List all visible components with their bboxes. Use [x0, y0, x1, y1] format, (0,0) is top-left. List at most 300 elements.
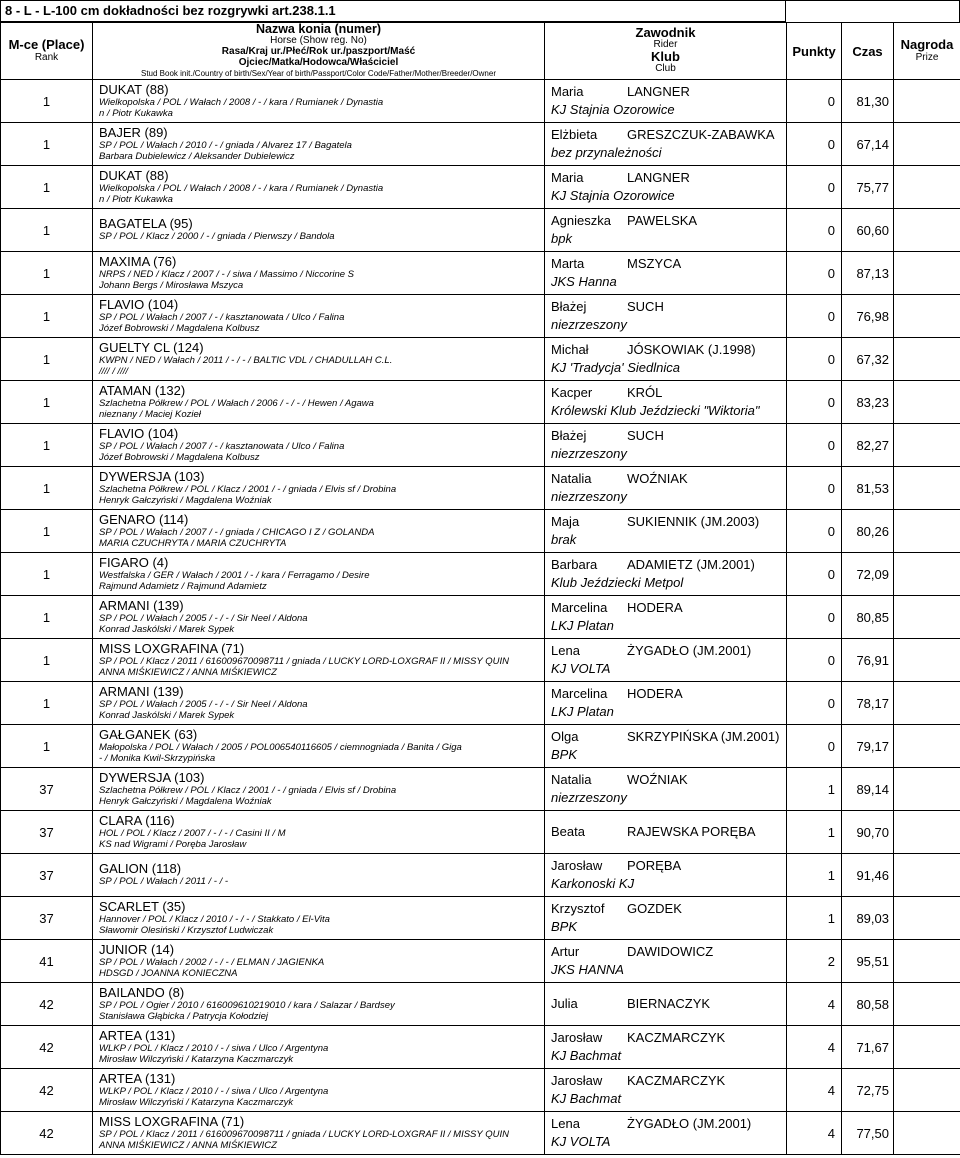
rider-header	[545, 23, 787, 80]
rider-last-name: MSZYCA	[627, 256, 682, 271]
horse-pedigree: SP / POL / Wałach / 2005 / - / - / Sir Neel / Aldona	[99, 698, 308, 710]
horse-name: GENARO (114)	[99, 511, 189, 527]
points-cell: 0	[787, 252, 842, 295]
points-cell: 2	[787, 940, 842, 983]
rider-name	[551, 995, 786, 1013]
rider-first-name: Błażej	[551, 299, 587, 314]
time-cell: 81,30	[842, 80, 894, 123]
prize-cell	[894, 639, 960, 682]
time-cell: 67,32	[842, 338, 894, 381]
time-cell: 90,70	[842, 811, 894, 854]
rider-club: Klub Jeździecki Metpol	[551, 575, 684, 590]
rank-cell: 37	[1, 854, 93, 897]
horse-owner: Konrad Jaskólski / Marek Sypek	[99, 709, 235, 721]
horse-header-breed: Rasa/Kraj ur./Płeć/Rok ur./paszport/Maść	[221, 45, 416, 57]
horse-pedigree: SP / POL / Ogier / 2010 / 616009610219010 / kara / Salazar / Bardsey	[99, 999, 395, 1011]
horse-owner: Henryk Gałczyński / Magdalena Woźniak	[99, 795, 272, 807]
rider-cell	[545, 209, 787, 252]
table-row	[1, 424, 960, 467]
rider-name	[551, 83, 786, 101]
rank-cell: 1	[1, 424, 93, 467]
rider-club: JKS HANNA	[551, 962, 624, 977]
rider-first-name: Marta	[551, 256, 585, 271]
rank-cell: 37	[1, 897, 93, 940]
rider-cell	[545, 123, 787, 166]
table-row	[1, 252, 960, 295]
rider-cell	[545, 596, 787, 639]
rank-cell: 1	[1, 123, 93, 166]
rider-club: LKJ Platan	[551, 618, 614, 633]
rider-cell	[545, 940, 787, 983]
rider-club: KJ Stajnia Ozorowice	[551, 188, 675, 203]
rider-first-name: Marcelina	[551, 600, 608, 615]
horse-pedigree: SP / POL / Wałach / 2007 / - / kasztanowata / Ulco / Falina	[99, 440, 345, 452]
points-cell: 4	[787, 983, 842, 1026]
rider-first-name: Kacper	[551, 385, 593, 400]
prize-cell	[894, 467, 960, 510]
rank-header-sub: Rank	[34, 52, 59, 63]
time-cell: 83,23	[842, 381, 894, 424]
points-cell: 0	[787, 596, 842, 639]
rider-cell	[545, 424, 787, 467]
rider-cell	[545, 768, 787, 811]
prize-cell	[894, 209, 960, 252]
horse-name: ARMANI (139)	[99, 597, 184, 613]
prize-cell	[894, 166, 960, 209]
rider-club: niezrzeszony	[551, 489, 627, 504]
horse-cell	[93, 123, 545, 166]
table-header-row	[1, 23, 960, 80]
horse-name: DYWERSJA (103)	[99, 769, 205, 785]
points-cell: 1	[787, 897, 842, 940]
horse-cell	[93, 596, 545, 639]
points-cell: 0	[787, 424, 842, 467]
horse-owner: ANNA MIŚKIEWICZ / ANNA MIŚKIEWICZ	[99, 666, 277, 678]
table-row	[1, 1112, 960, 1155]
rider-first-name: Natalia	[551, 772, 592, 787]
rider-club: Królewski Klub Jeździecki "Wiktoria"	[551, 403, 760, 418]
points-cell: 0	[787, 381, 842, 424]
rider-cell	[545, 1069, 787, 1112]
horse-pedigree: Szlachetna Półkrew / POL / Klacz / 2001 / - / gniada / Elvis sf / Drobina	[99, 784, 397, 796]
points-cell: 0	[787, 510, 842, 553]
time-cell: 71,67	[842, 1026, 894, 1069]
horse-name: GUELTY CL (124)	[99, 339, 204, 355]
horse-header	[93, 23, 545, 80]
rider-club: bez przynależności	[551, 145, 662, 160]
rider-last-name: PAWELSKA	[627, 213, 698, 228]
table-row	[1, 854, 960, 897]
points-cell: 4	[787, 1026, 842, 1069]
rider-cell	[545, 381, 787, 424]
horse-name: FLAVIO (104)	[99, 425, 179, 441]
results-body	[1, 80, 960, 1155]
horse-cell	[93, 424, 545, 467]
rider-last-name: HODERA	[627, 600, 683, 615]
time-cell: 78,17	[842, 682, 894, 725]
points-cell: 0	[787, 209, 842, 252]
rank-cell: 37	[1, 768, 93, 811]
rider-first-name: Natalia	[551, 471, 592, 486]
rider-first-name: Beata	[551, 824, 585, 839]
table-row	[1, 725, 960, 768]
time-cell: 76,98	[842, 295, 894, 338]
time-cell: 76,91	[842, 639, 894, 682]
points-cell: 0	[787, 725, 842, 768]
rider-last-name: SUCH	[627, 428, 664, 443]
rider-name	[551, 1115, 786, 1133]
rider-last-name: ADAMIETZ (JM.2001)	[627, 557, 755, 572]
horse-cell	[93, 166, 545, 209]
horse-owner: Józef Bobrowski / Magdalena Kolbusz	[99, 451, 260, 463]
horse-cell	[93, 768, 545, 811]
horse-name: JUNIOR (14)	[99, 941, 175, 957]
rank-cell: 1	[1, 467, 93, 510]
horse-pedigree: SP / POL / Wałach / 2011 / - / -	[99, 876, 229, 887]
table-row	[1, 682, 960, 725]
horse-name: BAGATELA (95)	[99, 216, 193, 231]
time-cell: 79,17	[842, 725, 894, 768]
horse-owner: Henryk Gałczyński / Magdalena Woźniak	[99, 494, 272, 506]
rider-club: KJ Bachmat	[551, 1091, 622, 1106]
rider-name	[551, 427, 786, 445]
rank-header-label: M-ce (Place)	[8, 37, 85, 52]
prize-cell	[894, 768, 960, 811]
rider-cell	[545, 639, 787, 682]
rider-first-name: Elżbieta	[551, 127, 598, 142]
time-cell: 80,26	[842, 510, 894, 553]
rider-last-name: ŻYGADŁO (JM.2001)	[627, 1116, 752, 1131]
horse-owner: n / Piotr Kukawka	[99, 193, 173, 205]
horse-owner: Konrad Jaskólski / Marek Sypek	[99, 623, 235, 635]
table-row	[1, 940, 960, 983]
prize-cell	[894, 983, 960, 1026]
results-table	[0, 22, 960, 1155]
table-row	[1, 983, 960, 1026]
horse-pedigree: WLKP / POL / Klacz / 2010 / - / siwa / Ulco / Argentyna	[99, 1085, 329, 1097]
points-cell: 0	[787, 553, 842, 596]
rank-cell: 1	[1, 510, 93, 553]
rider-name	[551, 1029, 786, 1047]
rider-cell	[545, 467, 787, 510]
horse-pedigree: Hannover / POL / Klacz / 2010 / - / - / Stakkato / El-Vita	[99, 913, 330, 925]
rank-header	[1, 23, 93, 80]
rider-first-name: Lena	[551, 643, 580, 658]
rider-cell	[545, 1026, 787, 1069]
rider-club: brak	[551, 532, 577, 547]
table-row	[1, 467, 960, 510]
rank-cell: 42	[1, 1026, 93, 1069]
horse-cell	[93, 1069, 545, 1112]
rider-first-name: Jarosław	[551, 858, 603, 873]
rider-last-name: LANGNER	[627, 170, 690, 185]
horse-owner: nieznany / Maciej Kozieł	[99, 408, 201, 420]
prize-header-label: Nagroda	[900, 37, 954, 52]
rider-name	[551, 212, 786, 230]
rider-club: BPK	[551, 747, 578, 762]
horse-pedigree: Szlachetna Półkrew / POL / Klacz / 2001 / - / gniada / Elvis sf / Drobina	[99, 483, 397, 495]
prize-header	[894, 23, 960, 80]
prize-cell	[894, 295, 960, 338]
prize-cell	[894, 682, 960, 725]
horse-name: MAXIMA (76)	[99, 253, 177, 269]
rider-name	[551, 642, 786, 660]
horse-pedigree: HOL / POL / Klacz / 2007 / - / - / Casini II / M	[99, 827, 286, 839]
time-cell: 77,50	[842, 1112, 894, 1155]
horse-pedigree: SP / POL / Wałach / 2007 / - / gniada / CHICAGO I Z / GOLANDA	[99, 526, 375, 538]
horse-cell	[93, 1026, 545, 1069]
rider-cell	[545, 166, 787, 209]
horse-name: GAŁGANEK (63)	[99, 726, 198, 742]
rider-club: niezrzeszony	[551, 317, 627, 332]
horse-pedigree: Westfalska / GER / Wałach / 2001 / - / kara / Ferragamo / Desire	[99, 569, 370, 581]
rank-cell: 1	[1, 252, 93, 295]
horse-header-parents: Ojciec/Matka/Hodowca/Właściciel	[238, 56, 399, 68]
rider-name	[551, 341, 786, 359]
time-cell: 80,85	[842, 596, 894, 639]
rider-cell	[545, 682, 787, 725]
rider-club: KJ Stajnia Ozorowice	[551, 102, 675, 117]
rider-name	[551, 857, 786, 875]
rider-last-name: WOŹNIAK	[627, 772, 688, 787]
horse-cell	[93, 639, 545, 682]
rank-cell: 1	[1, 338, 93, 381]
horse-cell	[93, 811, 545, 854]
points-cell: 0	[787, 467, 842, 510]
time-cell: 89,14	[842, 768, 894, 811]
rider-club: niezrzeszony	[551, 446, 627, 461]
rider-last-name: SUCH	[627, 299, 664, 314]
rider-last-name: WOŹNIAK	[627, 471, 688, 486]
rider-last-name: KACZMARCZYK	[627, 1030, 726, 1045]
rider-first-name: Błażej	[551, 428, 587, 443]
rider-name	[551, 943, 786, 961]
title-row-filler	[786, 0, 960, 22]
rank-cell: 1	[1, 80, 93, 123]
points-cell: 0	[787, 338, 842, 381]
rank-cell: 42	[1, 1069, 93, 1112]
rider-name	[551, 384, 786, 402]
horse-name: ARTEA (131)	[99, 1027, 176, 1043]
horse-cell	[93, 983, 545, 1026]
rider-last-name: KACZMARCZYK	[627, 1073, 726, 1088]
rank-cell: 42	[1, 983, 93, 1026]
rider-last-name: RAJEWSKA PORĘBA	[627, 824, 756, 839]
rider-first-name: Marcelina	[551, 686, 608, 701]
horse-pedigree: Szlachetna Półkrew / POL / Wałach / 2006 / - / - / Hewen / Agawa	[99, 397, 374, 409]
rider-club: JKS Hanna	[551, 274, 617, 289]
horse-header-label: Nazwa konia (numer)	[255, 22, 382, 36]
prize-cell	[894, 252, 960, 295]
rider-first-name: Julia	[551, 996, 578, 1011]
horse-name: SCARLET (35)	[99, 898, 186, 914]
rider-name	[551, 470, 786, 488]
rider-first-name: Krzysztof	[551, 901, 605, 916]
rider-cell	[545, 252, 787, 295]
prize-cell	[894, 596, 960, 639]
rank-cell: 42	[1, 1112, 93, 1155]
time-cell: 95,51	[842, 940, 894, 983]
rider-club: LKJ Platan	[551, 704, 614, 719]
rider-cell	[545, 553, 787, 596]
table-row	[1, 510, 960, 553]
rider-name	[551, 900, 786, 918]
horse-header-english: Stud Book init./Country of birth/Sex/Year of birth/Passport/Color Code/Father/Mother/Breeder/Owner	[141, 68, 496, 78]
rider-last-name: LANGNER	[627, 84, 690, 99]
time-cell: 82,27	[842, 424, 894, 467]
horse-owner: Mirosław Wilczyński / Katarzyna Kaczmarczyk	[99, 1053, 294, 1065]
horse-owner: Sławomir Olesiński / Krzysztof Ludwiczak	[99, 924, 274, 936]
horse-pedigree: Wielkopolska / POL / Wałach / 2008 / - / kara / Rumianek / Dynastia	[99, 182, 384, 194]
prize-cell	[894, 940, 960, 983]
rider-first-name: Maria	[551, 170, 584, 185]
rider-name	[551, 823, 786, 841]
prize-cell	[894, 1112, 960, 1155]
rider-name	[551, 169, 786, 187]
table-row	[1, 123, 960, 166]
rider-club: Karkonoski KJ	[551, 876, 635, 891]
prize-cell	[894, 80, 960, 123]
horse-owner: Barbara Dubielewicz / Aleksander Dubielewicz	[99, 150, 295, 162]
horse-cell	[93, 725, 545, 768]
horse-owner: Mirosław Wilczyński / Katarzyna Kaczmarczyk	[99, 1096, 294, 1108]
rider-last-name: ŻYGADŁO (JM.2001)	[627, 643, 752, 658]
horse-owner: - / Monika Kwil-Skrzypińska	[99, 752, 216, 764]
table-row	[1, 209, 960, 252]
rider-name	[551, 685, 786, 703]
table-row	[1, 553, 960, 596]
horse-cell	[93, 381, 545, 424]
horse-owner: Johann Bergs / Mirosława Mszyca	[99, 279, 244, 291]
rider-name	[551, 298, 786, 316]
horse-pedigree: SP / POL / Klacz / 2011 / 616009670098711 / gniada / LUCKY LORD-LOXGRAF II / MISSY QUIN	[99, 655, 509, 667]
prize-cell	[894, 725, 960, 768]
points-cell: 4	[787, 1069, 842, 1112]
table-row	[1, 639, 960, 682]
horse-name: ARMANI (139)	[99, 683, 184, 699]
horse-pedigree: SP / POL / Wałach / 2002 / - / - / ELMAN / JAGIENKA	[99, 956, 325, 968]
horse-cell	[93, 553, 545, 596]
rider-last-name: JÓSKOWIAK (J.1998)	[627, 342, 756, 357]
rider-club: KJ Bachmat	[551, 1048, 622, 1063]
horse-header-sub: Horse (Show reg. No)	[270, 34, 367, 46]
points-cell: 0	[787, 80, 842, 123]
horse-pedigree: Wielkopolska / POL / Wałach / 2008 / - / kara / Rumianek / Dynastia	[99, 96, 384, 108]
rider-last-name: KRÓL	[627, 385, 663, 400]
rider-first-name: Agnieszka	[551, 213, 611, 228]
horse-name: MISS LOXGRAFINA (71)	[99, 1113, 245, 1129]
points-cell: 1	[787, 768, 842, 811]
prize-cell	[894, 811, 960, 854]
rider-first-name: Jarosław	[551, 1073, 603, 1088]
rider-club: KJ 'Tradycja' Siedlnica	[551, 360, 680, 375]
rider-name	[551, 728, 786, 746]
horse-cell	[93, 1112, 545, 1155]
time-cell: 72,09	[842, 553, 894, 596]
rank-cell: 1	[1, 725, 93, 768]
horse-pedigree: NRPS / NED / Klacz / 2007 / - / siwa / Massimo / Niccorine S	[99, 268, 354, 280]
horse-cell	[93, 295, 545, 338]
table-row	[1, 897, 960, 940]
prize-header-sub: Prize	[915, 52, 939, 63]
points-cell: 0	[787, 295, 842, 338]
rank-cell: 1	[1, 553, 93, 596]
horse-owner: MARIA CZUCHRYTA / MARIA CZUCHRYTA	[99, 537, 287, 549]
time-cell: 91,46	[842, 854, 894, 897]
rider-first-name: Maria	[551, 84, 584, 99]
horse-cell	[93, 510, 545, 553]
horse-name: BAILANDO (8)	[99, 984, 185, 1000]
horse-name: FIGARO (4)	[99, 554, 169, 570]
horse-pedigree: SP / POL / Klacz / 2000 / - / gniada / Pierwszy / Bandola	[99, 231, 335, 242]
rider-cell	[545, 983, 787, 1026]
rider-club: BPK	[551, 919, 578, 934]
rider-first-name: Maja	[551, 514, 580, 529]
rank-cell: 41	[1, 940, 93, 983]
horse-pedigree: KWPN / NED / Wałach / 2011 / - / - / BALTIC VDL / CHADULLAH C.L.	[99, 354, 393, 366]
rider-club: KJ VOLTA	[551, 1134, 611, 1149]
rider-header-sub: Rider	[653, 39, 678, 50]
horse-cell	[93, 80, 545, 123]
horse-name: DYWERSJA (103)	[99, 468, 205, 484]
table-row	[1, 768, 960, 811]
horse-name: CLARA (116)	[99, 812, 175, 828]
points-cell: 4	[787, 1112, 842, 1155]
horse-name: GALION (118)	[99, 861, 182, 876]
rider-cell	[545, 897, 787, 940]
horse-owner: Stanisława Głąbicka / Patrycja Kołodziej	[99, 1010, 268, 1022]
prize-cell	[894, 1069, 960, 1112]
prize-cell	[894, 854, 960, 897]
table-row	[1, 338, 960, 381]
rider-club: KJ VOLTA	[551, 661, 611, 676]
horse-cell	[93, 854, 545, 897]
table-row	[1, 811, 960, 854]
rider-club: bpk	[551, 231, 572, 246]
rank-cell: 1	[1, 639, 93, 682]
rank-cell: 1	[1, 209, 93, 252]
horse-owner: //// / ////	[99, 365, 129, 377]
rider-name	[551, 599, 786, 617]
horse-cell	[93, 209, 545, 252]
horse-owner: Józef Bobrowski / Magdalena Kolbusz	[99, 322, 260, 334]
rider-first-name: Barbara	[551, 557, 598, 572]
table-row	[1, 80, 960, 123]
horse-name: FLAVIO (104)	[99, 296, 179, 312]
table-row	[1, 1026, 960, 1069]
points-header: Punkty	[787, 23, 842, 80]
horse-owner: HDSGD / JOANNA KONIECZNA	[99, 967, 238, 979]
rider-first-name: Jarosław	[551, 1030, 603, 1045]
horse-owner: ANNA MIŚKIEWICZ / ANNA MIŚKIEWICZ	[99, 1139, 277, 1151]
prize-cell	[894, 424, 960, 467]
rank-cell: 1	[1, 166, 93, 209]
horse-pedigree: WLKP / POL / Klacz / 2010 / - / siwa / Ulco / Argentyna	[99, 1042, 329, 1054]
rider-cell	[545, 80, 787, 123]
prize-cell	[894, 123, 960, 166]
rider-last-name: SKRZYPIŃSKA (JM.2001)	[627, 729, 780, 744]
time-cell: 75,77	[842, 166, 894, 209]
rider-cell	[545, 338, 787, 381]
horse-owner: Rajmund Adamietz / Rajmund Adamietz	[99, 580, 267, 592]
table-row	[1, 295, 960, 338]
horse-cell	[93, 338, 545, 381]
rider-cell	[545, 1112, 787, 1155]
horse-name: DUKAT (88)	[99, 81, 169, 97]
prize-cell	[894, 897, 960, 940]
table-row	[1, 1069, 960, 1112]
horse-cell	[93, 897, 545, 940]
